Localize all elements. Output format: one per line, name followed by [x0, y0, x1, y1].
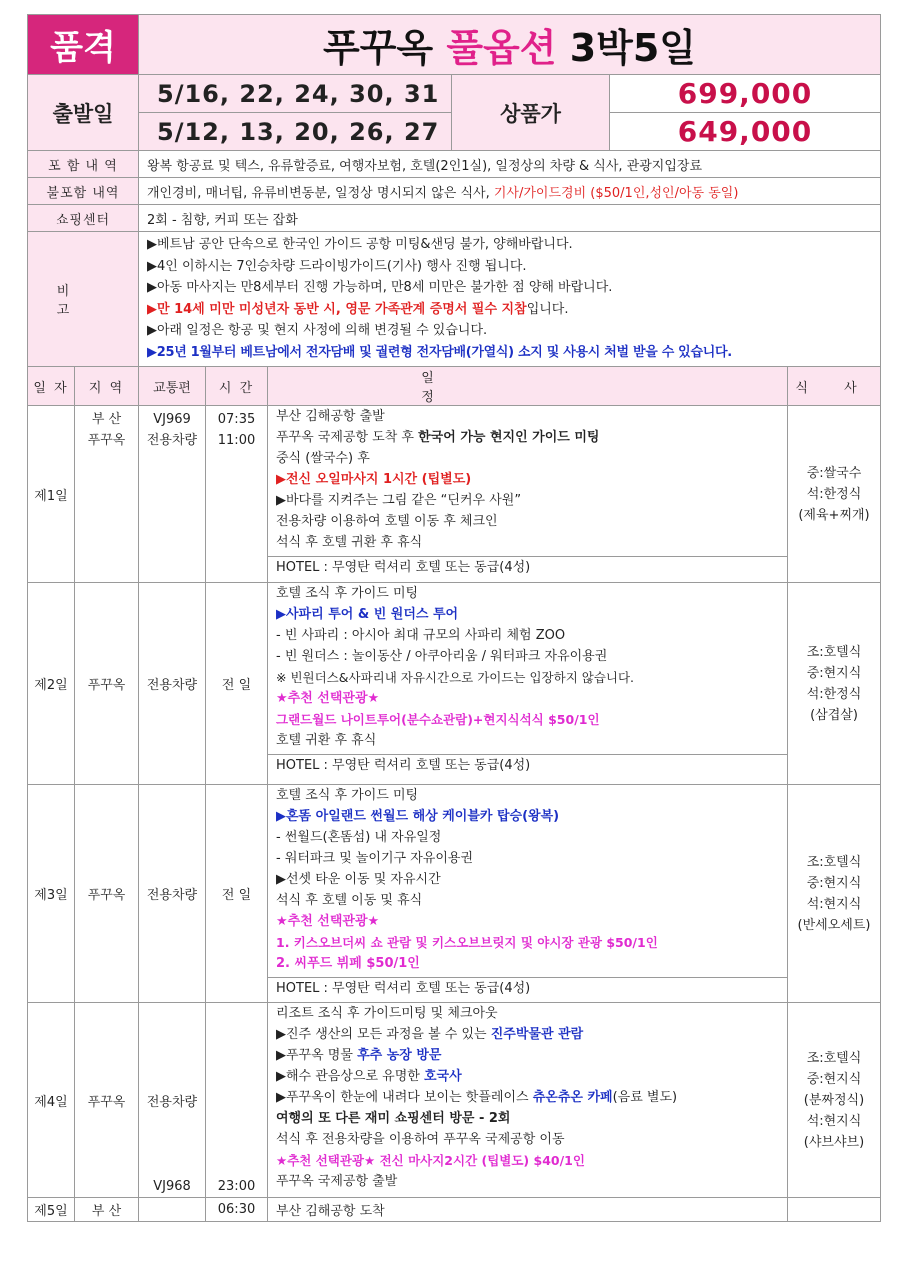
schedule-line: ▶사파리 투어 & 빈 원더스 투어: [276, 607, 459, 622]
price-1: 699,000: [610, 75, 881, 113]
schedule-line: ▶전신 오일마사지 1시간 (팁별도): [276, 472, 472, 487]
remark-line: ▶베트남 공안 단속으로 한국인 가이드 공항 미팅&샌딩 불가, 양해바랍니다.: [147, 237, 573, 252]
excluded-label: 불포함 내역: [28, 178, 139, 205]
day-schedule: [268, 406, 788, 583]
schedule-text: ▶푸꾸옥이 한눈에 내려다 보이는 핫플레이스: [276, 1090, 533, 1105]
remark-line: ▶4인 이하시는 7인승차량 드라이빙가이드(기사) 행사 진행 됩니다.: [147, 258, 527, 274]
schedule-line: - 빈 원더스 : 놀이동산 / 아쿠아리움 / 워터파크 자유이용권: [276, 649, 608, 664]
itinerary-sheet: [27, 14, 880, 1222]
meal-line: 석:현지식: [806, 896, 862, 912]
schedule-text: (음료 별도): [612, 1090, 678, 1105]
meal-line: 중:현지식: [806, 665, 862, 681]
schedule-line: 석식 후 호텔 귀환 후 휴식: [276, 535, 423, 550]
schedule-line: [276, 1024, 779, 1045]
time-line: 23:00: [217, 1179, 256, 1194]
meal-line: 중:쌀국수: [806, 465, 862, 481]
schedule-line: 리조트 조식 후 가이드미팅 및 체크아웃: [276, 1006, 498, 1021]
price-2: 649,000: [610, 113, 881, 151]
day-label: 제1일: [28, 406, 75, 583]
day-meal: [788, 1198, 881, 1222]
schedule-line: ★추천 선택관광★: [276, 691, 380, 706]
col-day: 일 자: [28, 367, 75, 406]
day-schedule: 부산 김해공항 도착: [268, 1198, 788, 1222]
schedule-line: 부산 김해공항 출발: [276, 409, 385, 424]
schedule-line: ▶바다를 지켜주는 그림 같은 “딘커우 사원”: [276, 493, 522, 508]
day-time: 06:30: [206, 1198, 268, 1222]
day-schedule: [268, 785, 788, 1003]
remark-warning-red: ▶만 14세 미만 미성년자 동반 시, 영문 가족관계 증명서 필수 지참: [147, 301, 527, 317]
day-transport: 전용차량: [139, 785, 206, 1003]
title-suffix: 3박5일: [556, 26, 696, 70]
schedule-line: 석식 후 전용차량을 이용하여 푸꾸옥 국제공항 이동: [276, 1132, 565, 1147]
day-row-1: [28, 406, 881, 583]
day-transport: [139, 1003, 206, 1198]
day-area: 푸꾸옥: [75, 1003, 139, 1198]
hotel-line: HOTEL : 무영탄 럭셔리 호텔 또는 동급(4성): [268, 977, 787, 999]
meal-line: 조:호텔식: [806, 854, 862, 870]
schedule-line: [276, 1066, 779, 1087]
header-row: [28, 15, 881, 75]
day-meal: [788, 583, 881, 785]
schedule-bold: 후추 농장 방문: [357, 1048, 442, 1063]
included-text: 왕복 항공료 및 텍스, 유류할증료, 여행자보험, 호텔(2인1실), 일정상의 차량 & 식사, 관광지입장료: [139, 151, 881, 178]
schedule-line: ★추천 선택관광★ 전신 마사지2시간 (팁별도) $40/1인: [276, 1153, 585, 1168]
title-highlight: 풀옵션: [446, 26, 557, 70]
day-time: 전 일: [206, 785, 268, 1003]
day-row-3: [28, 785, 881, 1003]
day-label: 제5일: [28, 1198, 75, 1222]
schedule-line: 석식 후 호텔 이동 및 휴식: [276, 893, 423, 908]
transport-line: 전용차량: [146, 1094, 198, 1110]
schedule-line: 호텔 조식 후 가이드 미팅: [276, 788, 419, 803]
col-schedule: 일 정: [268, 367, 788, 406]
day-time: [206, 406, 268, 583]
day-transport: [139, 1198, 206, 1222]
shopping-text: 2회 - 침향, 커피 또는 잡화: [139, 205, 881, 232]
grade-badge: 품격: [28, 15, 139, 75]
schedule-line: [276, 1087, 779, 1108]
day-area: [75, 406, 139, 583]
schedule-line: - 워터파크 및 놀이기구 자유이용권: [276, 851, 474, 866]
departure-label: 출발일: [28, 75, 139, 151]
day-schedule: [268, 1003, 788, 1198]
meal-line: (제육+찌개): [798, 507, 870, 523]
schedule-line: ▶혼똠 아일랜드 썬월드 해상 케이블카 탑승(왕복): [276, 809, 560, 824]
excluded-row: [28, 178, 881, 205]
day-label: 제3일: [28, 785, 75, 1003]
day-schedule: [268, 583, 788, 785]
schedule-bold: 츄온츄온 카페: [532, 1090, 613, 1105]
day-meal: [788, 1003, 881, 1198]
schedule-line: 1. 키스오브더씨 쇼 관람 및 키스오브브릿지 및 야시장 관광 $50/1인: [276, 935, 658, 950]
col-time: 시 간: [206, 367, 268, 406]
schedule-line: [276, 427, 779, 448]
day-area: 부 산: [75, 1198, 139, 1222]
col-area: 지 역: [75, 367, 139, 406]
schedule-bold: 진주박물관 관람: [490, 1027, 584, 1042]
included-label: 포 함 내 역: [28, 151, 139, 178]
day-label: 제4일: [28, 1003, 75, 1198]
remark-line-warning: [147, 299, 872, 321]
schedule-line: - 빈 사파리 : 아시아 최대 규모의 사파리 체험 ZOO: [276, 628, 566, 643]
schedule-line: 전용차량 이용하여 호텔 이동 후 체크인: [276, 514, 498, 529]
remarks-text: [139, 232, 881, 367]
shopping-label: 쇼핑센터: [28, 205, 139, 232]
meal-line: (샤브샤브): [803, 1134, 865, 1150]
day-meal: [788, 406, 881, 583]
transport-line: 전용차량: [146, 433, 198, 448]
summary-table: [27, 14, 881, 367]
meal-line: (삼겹살): [810, 707, 858, 723]
meal-line: (반세오세트): [797, 917, 871, 933]
remark-warning-rest: 입니다.: [526, 301, 569, 317]
col-transport: 교통편: [139, 367, 206, 406]
schedule-line: 2. 씨푸드 뷔페 $50/1인: [276, 956, 420, 971]
departure-dates-2: 5/12, 13, 20, 26, 27: [139, 113, 452, 151]
meal-line: 중:현지식: [806, 1071, 862, 1087]
day-area: 푸꾸옥: [75, 583, 139, 785]
area-line: 푸꾸옥: [87, 433, 126, 448]
meal-line: 중:현지식: [806, 875, 862, 891]
hotel-line: HOTEL : 무영탄 럭셔리 호텔 또는 동급(4성): [268, 754, 787, 776]
time-line: 11:00: [217, 433, 256, 448]
title-prefix: 푸꾸옥: [322, 26, 447, 70]
schedule-line: ※ 빈원더스&사파리내 자유시간으로 가이드는 입장하지 않습니다.: [276, 670, 635, 685]
excluded-highlight: 기사/가이드경비 ($50/1인,성인/아동 동일): [493, 185, 739, 201]
day-row-4: [28, 1003, 881, 1198]
col-meal: 식 사: [788, 367, 881, 406]
remark-line: ▶아래 일정은 항공 및 현지 사정에 의해 변경될 수 있습니다.: [147, 323, 488, 338]
schedule-line: 호텔 조식 후 가이드 미팅: [276, 586, 419, 601]
time-line: 07:35: [217, 412, 256, 427]
schedule-bold: 호국사: [423, 1069, 462, 1084]
departure-row-1: [28, 75, 881, 113]
meal-line: 석:현지식: [806, 1113, 862, 1129]
schedule-line: - 썬월드(혼똠섬) 내 자유일정: [276, 830, 442, 845]
schedule-line: 호텔 귀환 후 휴식: [276, 733, 377, 748]
page-title: [139, 15, 881, 75]
meal-line: 석:한정식: [806, 486, 862, 502]
schedule-text: ▶푸꾸옥 명물: [276, 1048, 358, 1063]
itinerary-header-row: [28, 367, 881, 406]
day-meal: [788, 785, 881, 1003]
schedule-bold: 한국어 가능 현지인 가이드 미팅: [418, 430, 600, 445]
schedule-line: 여행의 또 다른 재미 쇼핑센터 방문 - 2회: [276, 1111, 511, 1126]
price-label: 상품가: [452, 75, 610, 151]
shopping-row: [28, 205, 881, 232]
itinerary-table: [27, 366, 881, 1222]
transport-line: VJ968: [153, 1179, 191, 1194]
day-label: 제2일: [28, 583, 75, 785]
schedule-text: ▶해수 관음상으로 유명한: [276, 1069, 424, 1084]
excluded-text: [139, 178, 881, 205]
day-time: 전 일: [206, 583, 268, 785]
meal-line: 조:호텔식: [806, 1050, 862, 1066]
day-row-5: [28, 1198, 881, 1222]
day-time: [206, 1003, 268, 1198]
remark-line: ▶아동 마사지는 만8세부터 진행 가능하며, 만8세 미만은 불가한 점 양해 바랍니다.: [147, 280, 613, 295]
schedule-text: 푸꾸옥 국제공항 도착 후: [276, 430, 419, 445]
area-line: 부 산: [91, 412, 122, 427]
schedule-text: ▶진주 생산의 모든 과정을 볼 수 있는: [276, 1027, 491, 1042]
included-row: [28, 151, 881, 178]
schedule-line: 그랜드월드 나이트투어(분수쇼관람)+현지식석식 $50/1인: [276, 712, 600, 727]
hotel-line: HOTEL : 무영탄 럭셔리 호텔 또는 동급(4성): [268, 556, 787, 578]
day-area: 푸꾸옥: [75, 785, 139, 1003]
schedule-line: ★추천 선택관광★: [276, 914, 380, 929]
remark-line-ecig: ▶25년 1월부터 베트남에서 전자담배 및 궐련형 전자담배(가열식) 소지 및 사용시 처벌 받을 수 있습니다.: [147, 344, 732, 360]
meal-line: (분짜정식): [803, 1092, 865, 1108]
schedule-line: ▶선셋 타운 이동 및 자유시간: [276, 872, 441, 887]
schedule-line: 중식 (쌀국수) 후: [276, 451, 370, 466]
meal-line: 석:한정식: [806, 686, 862, 702]
day-row-2: [28, 583, 881, 785]
remarks-label: 비 고: [28, 232, 139, 367]
transport-line: VJ969: [153, 412, 191, 427]
day-transport: [139, 406, 206, 583]
departure-dates-1: 5/16, 22, 24, 30, 31: [139, 75, 452, 113]
schedule-line: [276, 1045, 779, 1066]
remarks-row: [28, 232, 881, 367]
schedule-line: 푸꾸옥 국제공항 출발: [276, 1174, 398, 1189]
day-transport: 전용차량: [139, 583, 206, 785]
excluded-plain: 개인경비, 매너팁, 유류비변동분, 일정상 명시되지 않은 식사,: [147, 185, 494, 201]
meal-line: 조:호텔식: [806, 644, 862, 660]
